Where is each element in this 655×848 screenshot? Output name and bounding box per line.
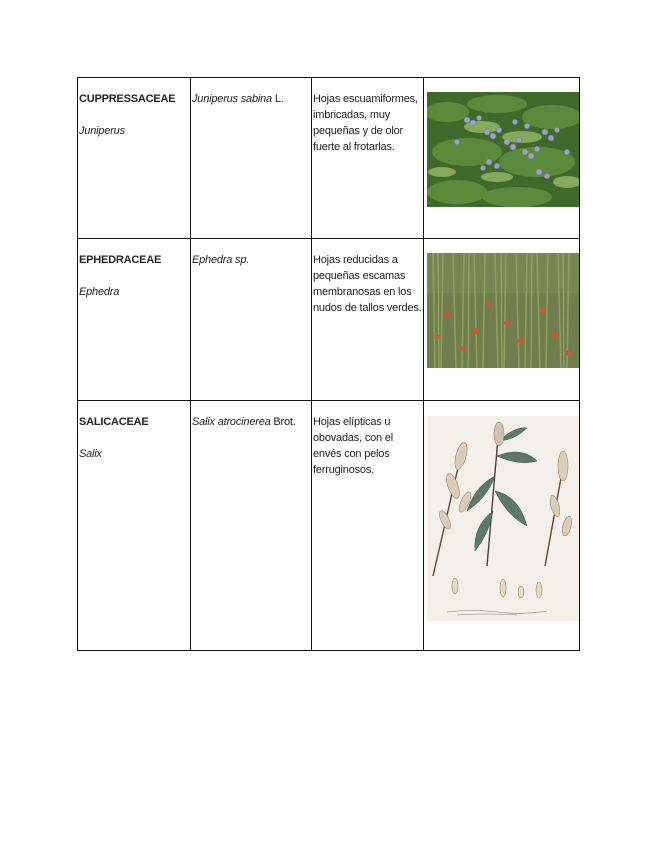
- table-row: [78, 78, 580, 239]
- salix-illustration: [427, 416, 579, 621]
- species-cell: [191, 239, 312, 401]
- species-author: Brot.: [270, 416, 296, 428]
- family-name: EPHEDRACEAE: [79, 254, 162, 266]
- family-cell: [78, 78, 191, 239]
- family-cell: [78, 401, 191, 651]
- description-cell: [312, 78, 424, 239]
- species-name: Ephedra sp.: [192, 254, 250, 266]
- description-cell: [312, 239, 424, 401]
- image-cell: [424, 239, 580, 401]
- plant-table: [77, 77, 580, 651]
- genus-name: Salix: [79, 448, 102, 460]
- ephedra-photo: [427, 253, 579, 368]
- description-cell: [312, 401, 424, 651]
- table-row: [78, 239, 580, 401]
- species-author: L.: [271, 93, 284, 105]
- species-cell: [191, 401, 312, 651]
- table-row: [78, 401, 580, 651]
- family-name: SALICACEAE: [79, 416, 149, 428]
- image-cell: [424, 401, 580, 651]
- description-text: Hojas escuamiformes, imbricadas, muy pequeñas y de olor fuerte al frotarlas.: [313, 93, 418, 153]
- image-cell: [424, 78, 580, 239]
- genus-name: Juniperus: [79, 125, 125, 137]
- species-name: Salix atrocinerea: [192, 416, 271, 428]
- description-text: Hojas reducidas a pequeñas escamas membranosas en los nudos de tallos verdes.: [313, 254, 422, 314]
- family-cell: [78, 239, 191, 401]
- genus-name: Ephedra: [79, 286, 120, 298]
- juniperus-photo: [427, 92, 579, 207]
- family-name: CUPPRESSACEAE: [79, 93, 176, 105]
- description-text: Hojas elípticas u obovadas, con el envés con pelos ferruginosos.: [313, 416, 393, 476]
- species-name: Juniperus sabina: [192, 93, 272, 105]
- species-cell: [191, 78, 312, 239]
